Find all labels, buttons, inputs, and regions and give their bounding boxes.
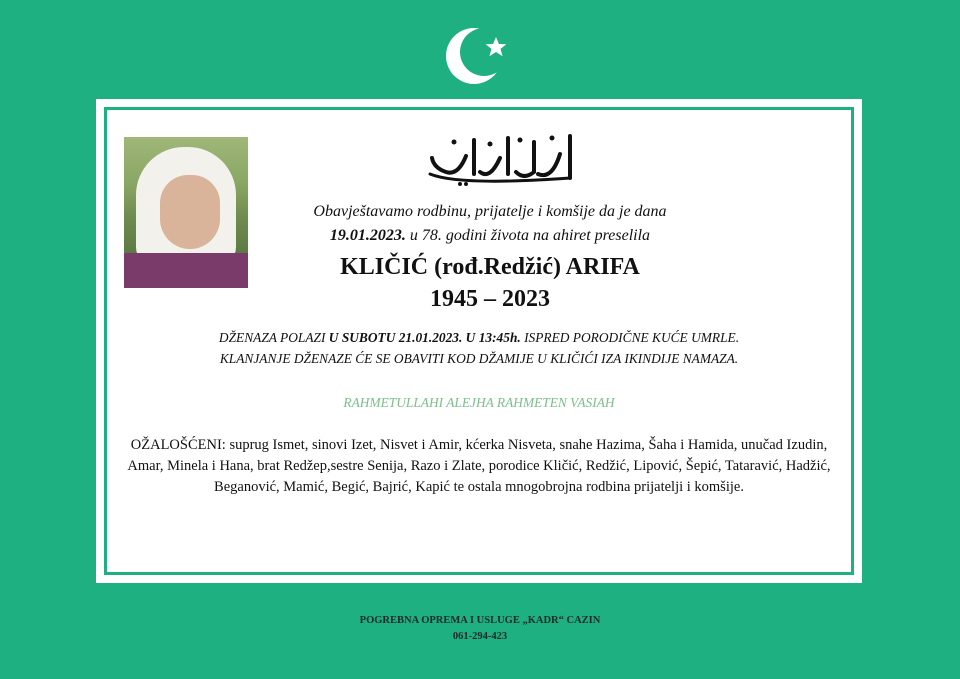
funeral-datetime: U SUBOTU 21.01.2023. U 13:45h. <box>328 330 521 345</box>
funeral-prefix: DŽENAZA POLAZI <box>218 330 329 345</box>
funeral-line-2: KLANJANJE DŽENAZE ĆE SE OBAVITI KOD DŽAMIJE U KLIČIĆI IZA IKINDIJE NAMAZA. <box>219 351 739 366</box>
death-date: 19.01.2023. <box>329 227 406 244</box>
announcement-line-2-text: u 78. godini života na ahiret preselila <box>405 227 651 244</box>
announcement-line-1: Obavještavamo rodbinu, prijatelje i komšije da je dana <box>313 203 667 220</box>
footer-phone: 061-294-423 <box>452 631 508 642</box>
footer-company: POGREBNA OPREMA I USLUGE „KADR“ CAZIN <box>359 615 601 626</box>
crescent-star-icon <box>440 20 520 90</box>
prayer-line: RAHMETULLAHI ALEJHA RAHMETEN VASIAH <box>343 395 615 410</box>
deceased-name: KLIČIĆ (rođ.Redžić) ARIFA <box>340 254 640 280</box>
arabic-calligraphy-icon <box>420 128 580 192</box>
funeral-place: ISPRED PORODIČNE KUĆE UMRLE. <box>520 330 740 345</box>
funeral-line-1 <box>110 330 848 346</box>
deceased-years: 1945 – 2023 <box>430 286 550 312</box>
announcement-line-2 <box>120 227 860 245</box>
mourners-list: OŽALOŠĆENI: suprug Ismet, sinovi Izet, Nisvet i Amir, kćerka Nisveta, snahe Hazima, Šaha i Hamida, unučad Izudin, Amar, Minela i Hana, brat Redžep,sestre Senija, Razo i Zlate, porodice Kličić, Redžić, Lipović, Šepić, Tataravić, Hadžić, Beganović, Mamić, Begić, Bajrić, Kapić te ostala mnogobrojna rodbina prijatelji i komšije. <box>127 437 831 495</box>
